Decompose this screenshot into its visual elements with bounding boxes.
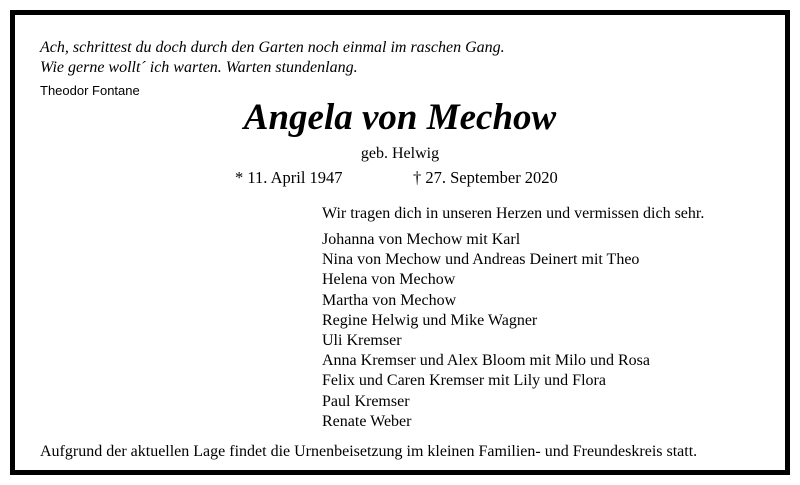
birth-date: * 11. April 1947 — [235, 168, 343, 187]
condolence-message: Wir tragen dich in unseren Herzen und vermissen dich sehr. — [322, 205, 705, 222]
mourners-list — [322, 230, 650, 432]
birth-name: geb. Helwig — [360, 145, 440, 162]
mourner: Martha von Mechow — [322, 291, 457, 309]
mourner: Renate Weber — [322, 412, 412, 430]
obituary-notice — [10, 10, 790, 475]
mourner: Regine Helwig und Mike Wagner — [322, 311, 538, 329]
death-date: † 27. September 2020 — [413, 168, 558, 187]
deceased-name: Angela von Mechow — [243, 97, 557, 138]
mourner: Helena von Mechow — [322, 271, 456, 289]
footer-note: Aufgrund der aktuellen Lage findet die Urnenbeisetzung im kleinen Familien- und Freundeskreis statt. — [40, 443, 698, 460]
mourner: Nina von Mechow und Andreas Deinert mit Theo — [322, 251, 640, 269]
mourner: Anna Kremser und Alex Bloom mit Milo und Rosa — [322, 352, 650, 370]
mourner: Johanna von Mechow mit Karl — [322, 231, 521, 248]
quote-line: Ach, schrittest du doch durch den Garten noch einmal im raschen Gang. — [40, 39, 505, 56]
quote-line: Wie gerne wollt´ ich warten. Warten stundenlang. — [40, 59, 358, 76]
mourner: Paul Kremser — [322, 392, 410, 410]
mourner: Felix und Caren Kremser mit Lily und Flora — [322, 372, 606, 390]
quote-author: Theodor Fontane — [40, 83, 140, 98]
mourner: Uli Kremser — [322, 332, 402, 350]
